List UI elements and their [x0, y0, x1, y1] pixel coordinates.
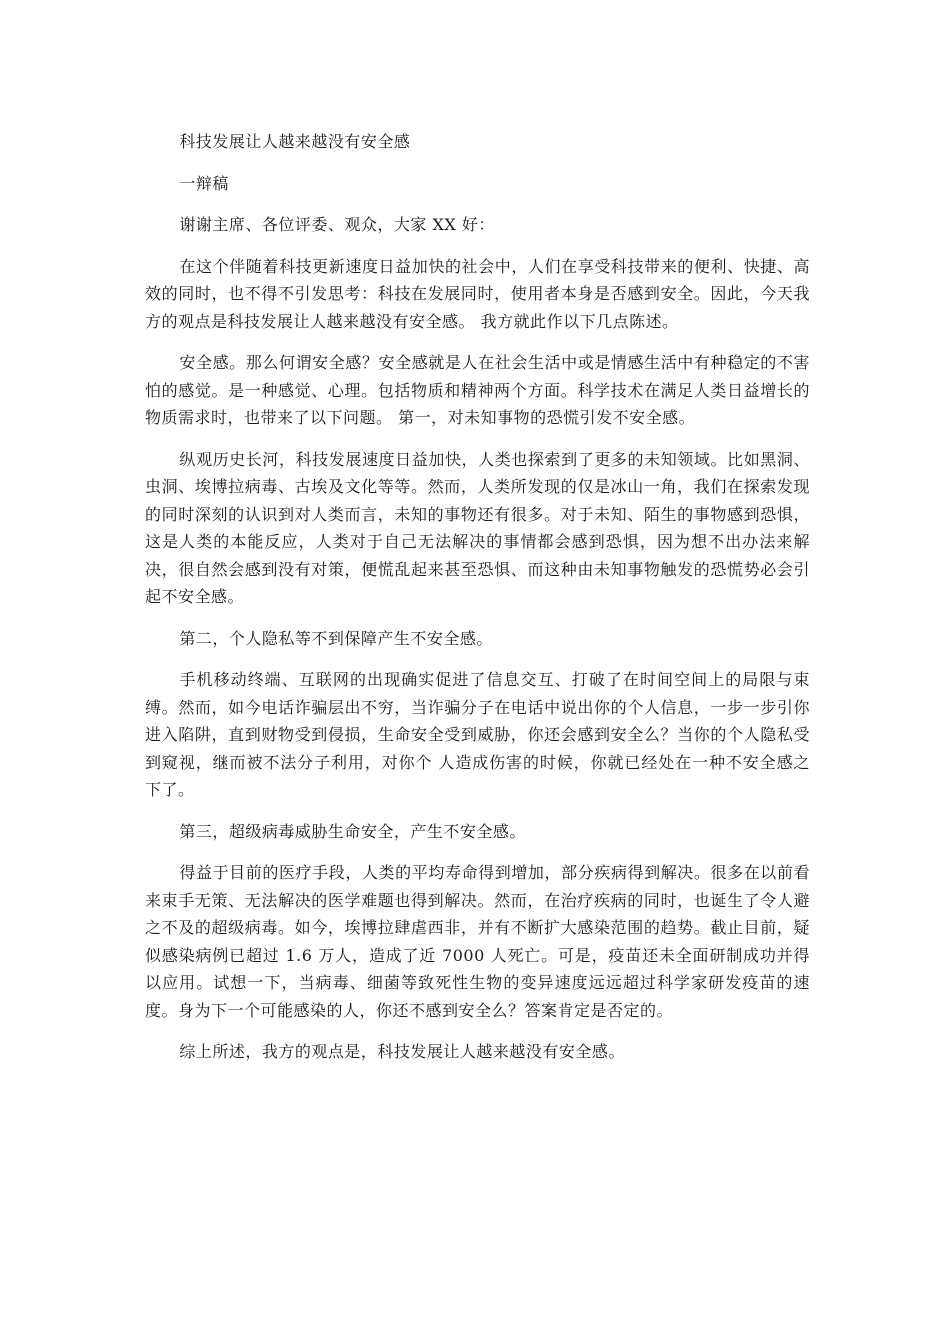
privacy-paragraph: 手机移动终端、互联网的出现确实促进了信息交互、打破了在时间空间上的局限与束缚。然而，如今电话诈骗层出不穷，当诈骗分子在电话中说出你的个人信息，一步一步引你进入陷阱，直到财物受到侵损，生命安全受到威胁，你还会感到安全么？当你的个人隐私受到窥视，继而被不法分子利用，对你个 人造成伤害的时候，你就已经处在一种不安全感之下了。 [145, 670, 810, 799]
document-title: 科技发展让人越来越没有安全感 [179, 132, 411, 151]
greeting-paragraph: 谢谢主席、各位评委、观众，大家 XX 好： [179, 215, 495, 234]
intro-paragraph: 在这个伴随着科技更新速度日益加快的社会中，人们在享受科技带来的便利、快捷、高效的同时，也不得不引发思考：科技在发展同时，使用者本身是否感到安全。因此，今天我方的观点是科技发展让人越来越没有安全感。 我方就此作以下几点陈述。 [145, 256, 810, 331]
conclusion-paragraph: 综上所述，我方的观点是，科技发展让人越来越没有安全感。 [179, 1042, 625, 1061]
document-page [145, 128, 810, 1080]
unknown-things-paragraph: 纵观历史长河，科技发展速度日益加快，人类也探索到了更多的未知领域。比如黑洞、虫洞、埃博拉病毒、古埃及文化等等。然而，人类所发现的仅是冰山一角，我们在探索发现的同时深刻的认识到对人类而言，未知的事物还有很多。对于未知、陌生的事物感到恐惧，这是人类的本能反应，人类对于自己无法解决的事情都会感到恐惧，因为想不出办法来解决，很自然会感到没有对策，便慌乱起来甚至恐惧、而这种由未知事物触发的恐慌势必会引起不安全感。 [145, 449, 810, 606]
point-two-heading: 第二，个人隐私等不到保障产生不安全感。 [179, 628, 493, 648]
document-subtitle: 一辩稿 [179, 173, 229, 193]
definition-paragraph: 安全感。那么何谓安全感？安全感就是人在社会生活中或是情感生活中有种稳定的不害怕的感觉。是一种感觉、心理。包括物质和精神两个方面。科学技术在满足人类日益增长的物质需求时，也带来了以下问题。 第一，对未知事物的恐慌引发不安全感。 [145, 353, 810, 427]
point-three-heading: 第三，超级病毒威胁生命安全，产生不安全感。 [179, 821, 526, 841]
virus-paragraph: 得益于目前的医疗手段，人类的平均寿命得到增加，部分疾病得到解决。很多在以前看来束手无策、无法解决的医学难题也得到解决。然而，在治疗疾病的同时，也诞生了令人避之不及的超级病毒。如今，埃博拉肆虐西非，并有不断扩大感染范围的趋势。截止目前，疑似感染病例已超过 1.6 万人，造成了近 7000 人死亡。可是，疫苗还未全面研制成功并得以应用。试想一下，当病毒、细菌等致死性生物的变异速度远远超过科学家研发疫苗的速度。身为下一个可能感染的人，你还不感到安全么？答案肯定是否定的。 [145, 863, 810, 1020]
